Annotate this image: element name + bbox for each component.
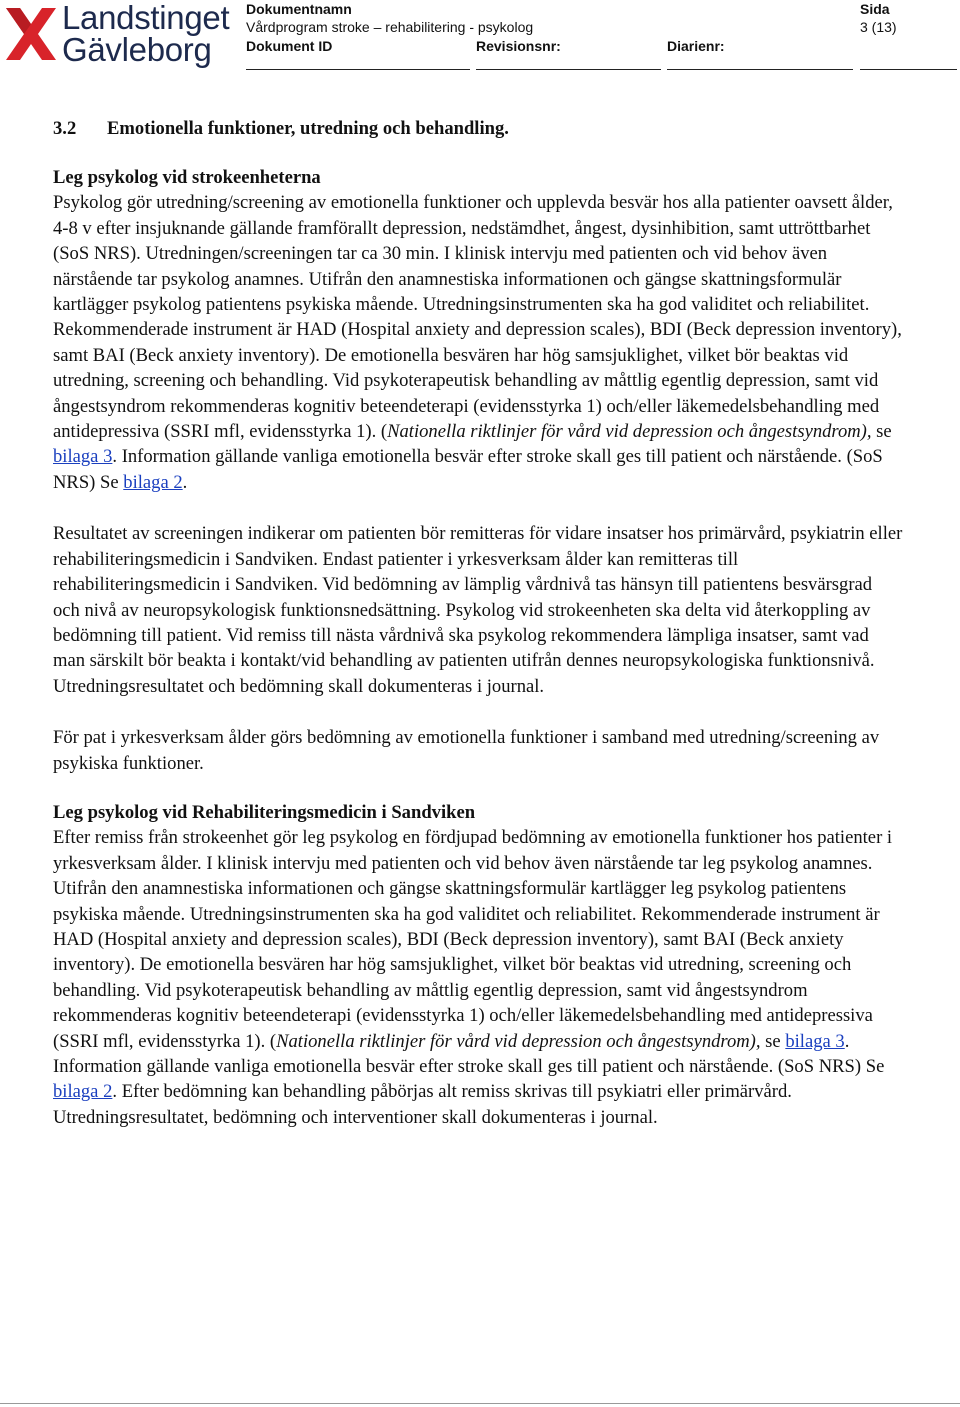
bilaga-3-link[interactable]: bilaga 3 (53, 446, 113, 468)
logo-line1: Landstinget (62, 0, 230, 36)
organization-logo (2, 2, 234, 68)
paragraph-1-italic-reference: Nationella riktlinjer för vård vid depression och ångestsyndrom), (387, 421, 872, 443)
page-label: Sida (860, 1, 890, 17)
revision-label: Revisionsnr: (476, 38, 561, 54)
section-number: 3.2 (53, 118, 77, 139)
paragraph-4-italic-reference: Nationella riktlinjer för vård vid depression och ångestsyndrom), (276, 1030, 761, 1052)
subheading-rehabiliteringsmedicin: Leg psykolog vid Rehabiliteringsmedicin i Sandviken (53, 801, 476, 823)
paragraph-spacer (53, 699, 903, 725)
header-rule-1 (246, 69, 470, 70)
doc-name-label: Dokumentnamn (246, 1, 352, 17)
paragraph-1-text-d: . (182, 471, 188, 493)
logo-line2: Gävleborg (62, 31, 212, 68)
paragraph-1-text-b: se (871, 421, 892, 443)
footer-rule (0, 1403, 960, 1404)
diary-label: Diarienr: (667, 38, 725, 54)
paragraph-4 (53, 825, 903, 1130)
header-rule-4 (860, 69, 957, 70)
header-rule-3 (667, 69, 853, 70)
paragraph-2: Resultatet av screeningen indikerar om patienten bör remitteras för vidare insatser hos primärvård, psykiatrin eller rehabiliteringsmedicin i Sandviken. Endast patienter i yrkesverksam ålder kan remitteras till rehabiliteringsmedicin i Sandviken. Vid bedömning av lämplig vårdnivå tas hänsyn till patientens besvärsgrad och nivå av neuropsykologisk funktionsnedsättning. Psykolog vid strokeenheten ska delta vid återkoppling av bedömning till patient. Vid remiss till nästa vårdnivå ska psykolog rekommendera lämpliga insatser, samt vad man särskilt bör beakta i kontakt/vid behandling av patienten utifrån dennes neuropsykologiska funktionsnivå. Utredningsresultatet och bedömning skall dokumenteras i journal. (53, 523, 903, 697)
paragraph-1 (53, 190, 903, 495)
paragraph-1-text-c: . Information gällande vanliga emotionella besvär efter stroke skall ges till patient och närstående. (SoS NRS) Se (53, 446, 883, 493)
logo-emblem-icon (2, 2, 60, 66)
section-title: Emotionella funktioner, utredning och behandling. (107, 118, 509, 139)
bilaga-3-link[interactable]: bilaga 3 (785, 1030, 845, 1052)
document-body (53, 165, 903, 1130)
subheading-strokeenheterna: Leg psykolog vid strokeenheterna (53, 167, 321, 188)
header-rule-2 (476, 69, 661, 70)
paragraph-1-text: Psykolog gör utredning/screening av emotionella funktioner och upplevda besvär hos alla patienter oavsett ålder, 4-8 v efter insjuknande gällande framförallt depression, nedstämdhet, ångest, dysinhibition, samt uttröttbarhet (SoS NRS). Utredningen/screeningen tar ca 30 min. I klinisk intervju med patienten och vid behov även närstående tar psykolog anamnes. Utifrån den anamnestiska informationen och gängse skattningsformulär kartlägger psykolog patientens psykiska mående. Utredningsinstrumenten ska ha god validitet och reliabilitet. Rekommenderade instrument är HAD (Hospital anxiety and depression scales), BDI (Beck depression inventory), samt BAI (Beck anxiety inventory). De emotionella besvären har hög samsjuklighet, vilket bör beaktas vid utredning, screening och behandling. Vid psykoterapeutisk behandling av måttlig egentlig depression, samt vid ångestsyndrom rekommenderas kognitiv beteendeterapi (evidensstyrka 1) och/eller läkemedelsbehandling med antidepressiva (SSRI mfl, evidensstyrka 1). ( (53, 192, 902, 443)
paragraph-4-text: Efter remiss från strokeenhet gör leg psykolog en fördjupad bedömning av emotionella funktioner hos patienter i yrkesverksam ålder. I klinisk intervju med patienten och vid behov även närstående tar leg psykolog anamnes. Utifrån den anamnestiska informationen och gängse skattningsformulär kartlägger leg psykolog patientens psykiska mående. Utredningsinstrumenten ska ha god validitet och reliabilitet. Rekommenderade instrument är HAD (Hospital anxiety and depression scales), BDI (Beck depression inventory), samt BAI (Beck anxiety inventory). De emotionella besvären har hög samsjuklighet, vilket bör beaktas vid utredning, screening och behandling. Vid psykoterapeutisk behandling av måttlig egentlig depression, samt vid ångestsyndrom rekommenderas kognitiv beteendeterapi (evidensstyrka 1) och/eller läkemedelsbehandling med antidepressiva (SSRI mfl, evidensstyrka 1). ( (53, 827, 893, 1052)
paragraph-spacer (53, 495, 903, 521)
paragraph-4-text-b: se (760, 1030, 786, 1052)
paragraph-4-text-d: . Efter bedömning kan behandling påbörjas alt remiss skrivas till psykiatri eller primärvård. Utredningsresultatet, bedömning och interventioner skall dokumenteras i journal. (53, 1081, 792, 1128)
doc-name-value: Vårdprogram stroke – rehabilitering - psykolog (246, 19, 534, 35)
section-heading (53, 118, 509, 140)
page-number: 3 (13) (860, 19, 897, 35)
doc-id-label: Dokument ID (246, 38, 333, 54)
bilaga-2-link[interactable]: bilaga 2 (53, 1081, 113, 1103)
paragraph-4-text-c: . Information gällande vanliga emotionella besvär efter stroke skall ges till patient och närstående. (SoS NRS) Se (53, 1030, 885, 1077)
bilaga-2-link[interactable]: bilaga 2 (123, 471, 183, 493)
paragraph-3: För pat i yrkesverksam ålder görs bedömning av emotionella funktioner i samband med utredning/screening av psykiska funktioner. (53, 727, 880, 774)
paragraph-spacer (53, 776, 903, 800)
